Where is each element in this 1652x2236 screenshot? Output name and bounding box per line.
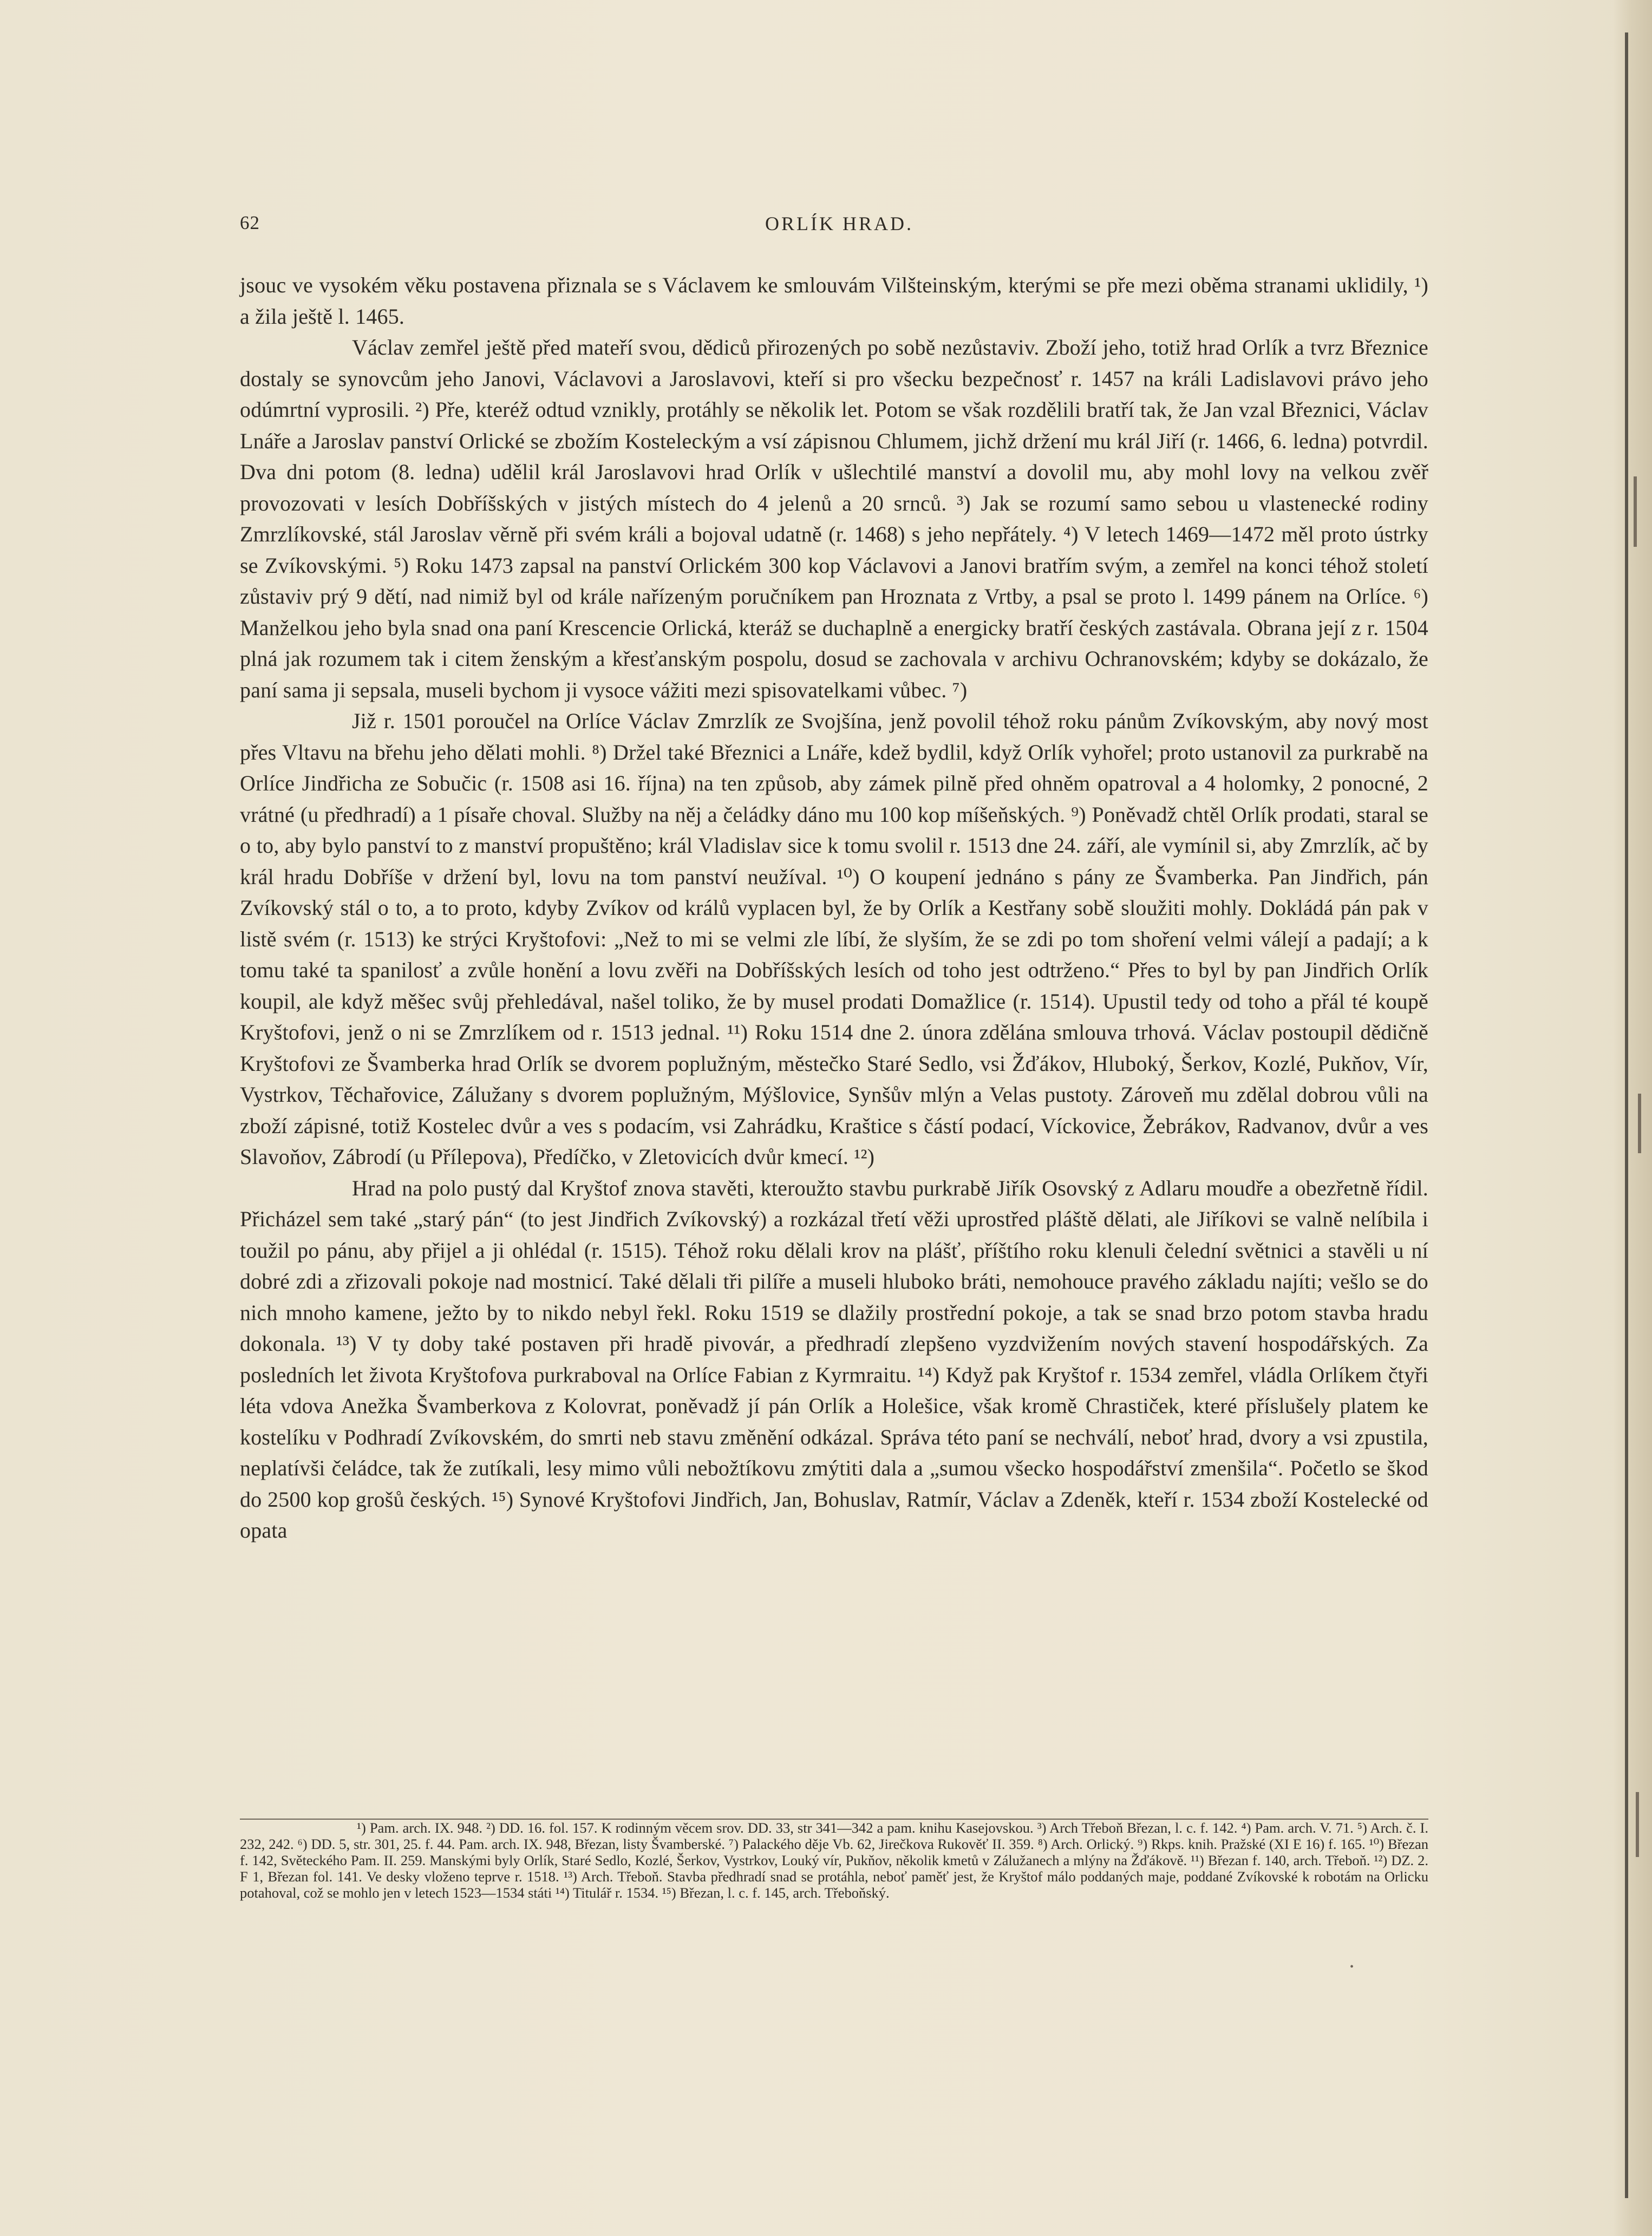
edge-mark [1636,1792,1639,1857]
footnote-text: ¹) Pam. arch. IX. 948. ²) DD. 16. fol. 157. K rodinným věcem srov. DD. 33, str 341—342 a pam. knihu Kasejovskou. ³) Arch Třeboň Březan, l. c. f. 142. ⁴) Pam. arch. V. 71. ⁵) Arch. č. I. 232, 242. ⁶) DD. 5, str. 301, 25. f. 44. Pam. arch. IX. 948, Březan, listy Švamberské. ⁷) Palackého děje Vb. 62, Jirečkova Rukověť II. 359. ⁸) Arch. Orlický. ⁹) Rkps. knih. Pražské (XI E 16) f. 165. ¹⁰) Březan f. 142, Světeckého Pam. II. 259. Manskými byly Orlík, Staré Sedlo, Kozlé, Šerkov, Vystrkov, Louký vír, Pukňov, několik kmetů v Zálužanech a mlýny na Žďákově. ¹¹) Březan f. 140, arch. Třeboň. ¹²) DZ. 2. F 1, Březan fol. 141. Ve desky vloženo teprve r. 1518. ¹³) Arch. Třeboň. Stavba předhradí snad se protáhla, neboť paměť jest, že Kryštof málo poddaných maje, poddané Zvíkovské k robotám na Orlicku potahoval, což se mohlo jen v letech 1523—1534 státi ¹⁴) Titulář r. 1534. ¹⁵) Březan, l. c. f. 145, arch. Třeboňský. [240,1820,1428,1901]
printer-mark: • [1350,1961,1354,1973]
footnotes [240,1819,1428,1901]
page-number: 62 [240,212,260,233]
binding-shadow-line [1625,32,1628,2198]
paragraph: Hrad na polo pustý dal Kryštof znova stavěti, kteroužto stavbu purkrabě Jiřík Osovský z Adlaru moudře a obezřetně řídil. Přicházel sem také „starý pán“ (to jest Jindřich Zvíkovský) a rozkázal třetí věži uprostřed pláště dělati, ale Jiříkovi se valně nelíbila i toužil po pánu, aby přijel a ji ohlédal (r. 1515). Téhož roku dělali krov na plášť, příštího roku klenuli čelední světnici a stavěli u ní dobré zdi a zřizovali pokoje nad mostnicí. Také dělali tři pilíře a museli hluboko bráti, nemohouce pravého základu najíti; vešlo se do nich mnoho kamene, ježto by to nikdo nebyl řekl. Roku 1519 se dlažily prostřední pokoje, a tak se snad brzo potom stavba hradu dokonala. ¹³) V ty doby také postaven při hradě pivovár, a předhradí zlepšeno vyzdvižením nových stavení hospodářských. Za posledních let života Kryštofova purkraboval na Orlíce Fabian z Kyrmraitu. ¹⁴) Když pak Kryštof r. 1534 zemřel, vládla Orlíkem čtyři léta vdova Anežka Švamberkova z Kolovrat, poněvadž jí pán Orlík a Holešice, však kromě Chrastiček, které příslušely platem ke kostelíku v Podhradí Zvíkovském, do smrti neb stavu změnění odkázal. Správa této paní se nechválí, neboť hrad, dvory a vsi zpustila, neplatívši čeládce, tak že zutíkali, lesy mimo vůli nebožtíkovu zmýtiti dala a „sumou všecko hospodářství zmenšila“. Početlo se škod do 2500 kop grošů českých. ¹⁵) Synové Kryštofovi Jindřich, Jan, Bohuslav, Ratmír, Václav a Zdeněk, kteří r. 1534 zboží Kostelecké od opata [240,1175,1428,1542]
edge-mark [1638,1094,1641,1153]
running-header-title: ORLÍK HRAD. [765,213,913,234]
edge-mark [1634,476,1637,547]
body-text [240,270,1428,1546]
paragraph: jsouc ve vysokém věku postavena přiznala se s Václavem ke smlouvám Vilšteinským, kterými se pře mezi oběma stranami uklidily, ¹) a žila ještě l. 1465. [240,273,1428,329]
paragraph: Václav zemřel ještě před mateří svou, dědiců přirozených po sobě nezůstaviv. Zboží jeho, totiž hrad Orlík a tvrz Březnice dostaly se synovcům jeho Janovi, Václavovi a Jaroslavovi, kteří si pro všecku bezpečnosť r. 1457 na králi Ladislavovi právo jeho odúmrtní vyprosili. ²) Pře, kteréž odtud vznikly, protáhly se několik let. Potom se však rozdělili bratří tak, že Jan vzal Březnici, Václav Lnáře a Jaroslav panství Orlické se zbožím Kosteleckým a vsí zápisnou Chlumem, jichž držení mu král Jiří (r. 1466, 6. ledna) potvrdil. Dva dni potom (8. ledna) udělil král Jaroslavovi hrad Orlík v ušlechtilé manství a dovolil mu, aby mohl lovy na velkou zvěř provozovati v lesích Dobříšských v jistých místech do 4 jelenů a 20 srnců. ³) Jak se rozumí samo sebou u vlastenecké rodiny Zmrzlíkovské, stál Jaroslav věrně při svém králi a bojoval udatně (r. 1468) s jeho nepřátely. ⁴) V letech 1469—1472 měl proto ústrky se Zvíkovskými. ⁵) Roku 1473 zapsal na panství Orlickém 300 kop Václavovi a Janovi bratřím svým, a zemřel na konci téhož století zůstaviv prý 9 dětí, nad nimiž byl od krále nařízeným poručníkem pan Hroznata z Vrtby, a psal se proto l. 1499 pánem na Orlíce. ⁶) Manželkou jeho byla snad ona paní Krescencie Orlická, kteráž se duchaplně a energicky bratří českých zastávala. Obrana její z r. 1504 plná jak rozumem tak i citem ženským a křesťanským pospolu, dosud se zachovala v archivu Ochranovském; kdyby se dokázalo, že paní sama ji sepsala, museli bychom ji vysoce vážiti mezi spisovatelkami vůbec. ⁷) [240,335,1428,702]
page-binding-edge [1614,0,1652,2236]
paragraph: Již r. 1501 poroučel na Orlíce Václav Zmrzlík ze Svojšína, jenž povolil téhož roku pánům Zvíkovským, aby nový most přes Vltavu na břehu jeho dělati mohli. ⁸) Držel také Březnici a Lnáře, kdež bydlil, když Orlík vyhořel; proto ustanovil za purkrabě na Orlíce Jindřicha ze Sobučic (r. 1508 asi 16. října) na ten způsob, aby zámek pilně před ohněm opatroval a 4 holomky, 2 ponocné, 2 vrátné (u předhradí) a 1 písaře choval. Služby na něj a čeládky dáno mu 100 kop míšeňských. ⁹) Poněvadž chtěl Orlík prodati, staral se o to, aby bylo panství to z manství propuštěno; král Vladislav sice k tomu svolil r. 1513 dne 24. září, ale vymínil si, aby Zmrzlík, ač by král hradu Dobříše v držení byl, lovu na tom panství neužíval. ¹⁰) O koupení jednáno s pány ze Švamberka. Pan Jindřich, pán Zvíkovský stál o to, a to proto, kdyby Zvíkov od králů vyplacen byl, že by Orlík a Kestřany sobě sloužiti mohly. Dokládá pán pak v listě svém (r. 1513) ke strýci Kryštofovi: „Než to mi se velmi zle líbí, že slyším, že se zdi po tom shoření velmi válejí a padají; a k tomu také ta spanilosť a zvůle honění a lovu zvěři na Dobříšských lesích od toho jest odtrženo.“ Přes to byl by pan Jindřich Orlík koupil, ale když měšec svůj přehledával, našel toliko, že by musel prodati Domažlice (r. 1514). Upustil tedy od toho a přál té koupě Kryštofovi, jenž o ni se Zmrzlíkem od r. 1513 jednal. ¹¹) Roku 1514 dne 2. února zdělána smlouva trhová. Václav postoupil dědičně Kryštofovi ze Švamberka hrad Orlík se dvorem poplužným, městečko Staré Sedlo, vsi Žďákov, Hluboký, Šerkov, Kozlé, Pukňov, Vír, Vystrkov, Těchařovice, Zálužany s dvorem poplužným, Mýšlovice, Synšův mlýn a Velas pustoty. Zároveň mu zdělal dobrou vůli na zboží zápisné, totiž Kostelec dvůr a ves s podacím, vsi Zahrádku, Kraštice s částí podací, Víckovice, Žebrákov, Radvanov, dvůr a ves Slavoňov, Zábrodí (u Přílepova), Předíčko, v Zletovicích dvůr kmecí. ¹²) [240,709,1428,1169]
